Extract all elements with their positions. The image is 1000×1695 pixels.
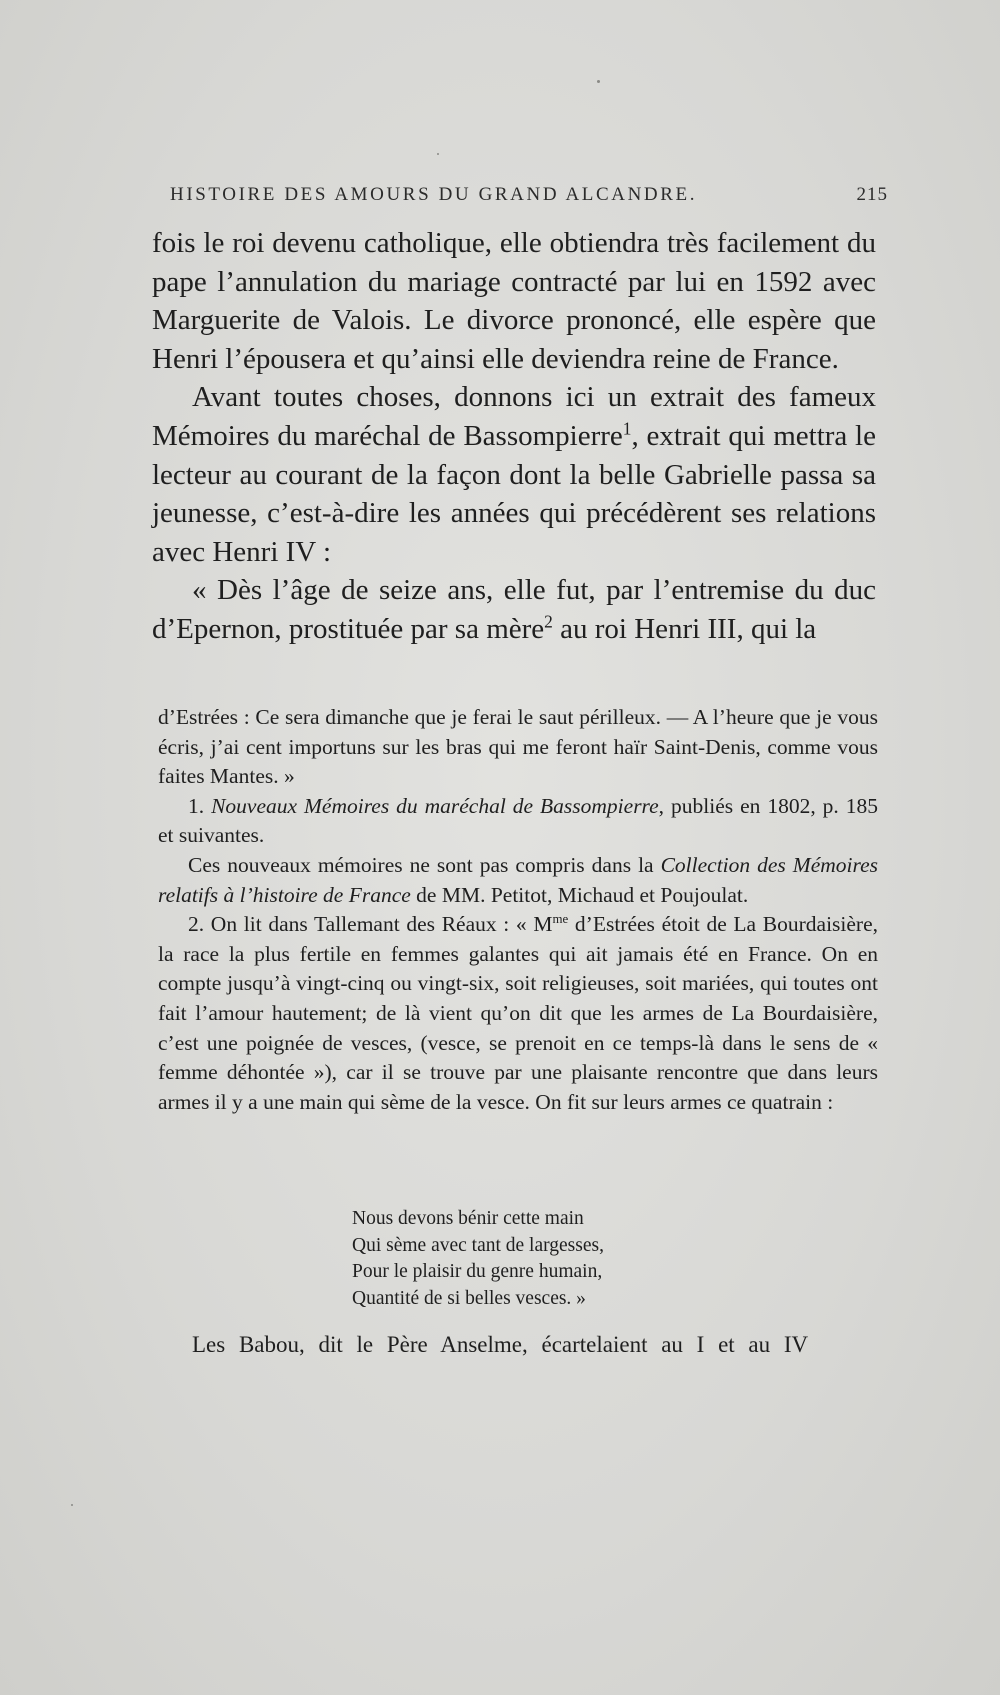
book-title: Collection des Mémoires relatifs à l’histoire de France bbox=[158, 852, 878, 907]
book-title: Nouveaux Mémoires du maréchal de Bassompierre bbox=[211, 793, 659, 818]
text-run: , extrait qui mettra le lecteur au courant de la façon dont la belle Gabrielle passa sa jeunesse, c’est-à-dire les années qui précédèrent ses relations avec Henri IV : bbox=[152, 419, 876, 568]
footnote-2 bbox=[158, 910, 878, 1117]
text-run: au roi Henri III, qui la bbox=[552, 612, 817, 645]
text-run: de MM. Petitot, Michaud et Poujoulat. bbox=[410, 882, 749, 907]
paragraph: fois le roi devenu catholique, elle obtiendra très facilement du pape l’annulation du mariage contracté par lui en 1592 avec Marguerite de Valois. Le divorce prononcé, elle espère que Henri l’épousera et qu’ainsi elle deviendra reine de France. bbox=[152, 227, 876, 375]
text-run: Avant toutes choses, donnons ici un extrait des fameux Mémoires du maréchal de Bassompierre bbox=[152, 381, 876, 452]
running-header bbox=[170, 184, 888, 214]
paragraph bbox=[152, 571, 876, 648]
superscript: me bbox=[552, 912, 569, 926]
poem-line: Pour le plaisir du genre humain, bbox=[352, 1261, 603, 1282]
paper-speck bbox=[71, 1504, 73, 1506]
footnote-1 bbox=[158, 792, 878, 851]
running-title: HISTOIRE DES AMOURS DU GRAND ALCANDRE. bbox=[170, 184, 698, 205]
footnote-1-continued bbox=[158, 851, 878, 910]
footnote-number: 1. bbox=[188, 793, 212, 818]
footnotes bbox=[158, 703, 878, 1117]
footnote-ref: 1 bbox=[622, 418, 632, 439]
text-run: Ces nouveaux mémoires ne sont pas compris dans la bbox=[188, 852, 661, 877]
text-run: d’Estrées étoit de La Bourdaisière, la race la plus fertile en femmes galantes qui ait jamais été en France. On en compte jusqu’à vingt-cinq ou vingt-six, soit religieuses, soit mariées, qui toutes ont fait l’amour hautement; de là vient qu’on dit que les armes de La Bourdaisière, c’est une poignée de vesces, (vesce, se prenoit en ce temps-là dans le sens de « femme déhontée »), car il se trouve par une plaisante rencontre que dans leurs armes il y a une main qui sème de la vesce. On fit sur leurs armes ce quatrain : bbox=[158, 912, 878, 1114]
page-number: 215 bbox=[856, 184, 888, 205]
poem-line: Qui sème avec tant de largesses, bbox=[352, 1234, 604, 1256]
footnote-continuation: d’Estrées : Ce sera dimanche que je ferai le saut périlleux. — A l’heure que je vous écris, j’ai cent importuns sur les bras qui me feront haïr Saint-Denis, comme vous faites Mantes. » bbox=[158, 705, 878, 789]
text-run: , publiés en 1802, p. 185 et suivantes. bbox=[158, 793, 878, 848]
quatrain bbox=[352, 1206, 772, 1312]
poem-line: Nous devons bénir cette main bbox=[352, 1208, 584, 1229]
paragraph bbox=[152, 378, 876, 571]
footnote-ref: 2 bbox=[544, 611, 553, 632]
footnote-last-line: Les Babou, dit le Père Anselme, écartelaient au I et au IV bbox=[192, 1332, 809, 1357]
paper-speck bbox=[597, 80, 600, 83]
main-text bbox=[152, 224, 876, 649]
text-run: « Dès l’âge de seize ans, elle fut, par l’entremise du duc d’Epernon, prostituée par sa mère bbox=[152, 574, 876, 645]
text-run: 2. On lit dans Tallemant des Réaux : « M bbox=[188, 912, 553, 937]
poem-line: Quantité de si belles vesces. » bbox=[352, 1287, 586, 1309]
paper-speck bbox=[437, 153, 439, 155]
